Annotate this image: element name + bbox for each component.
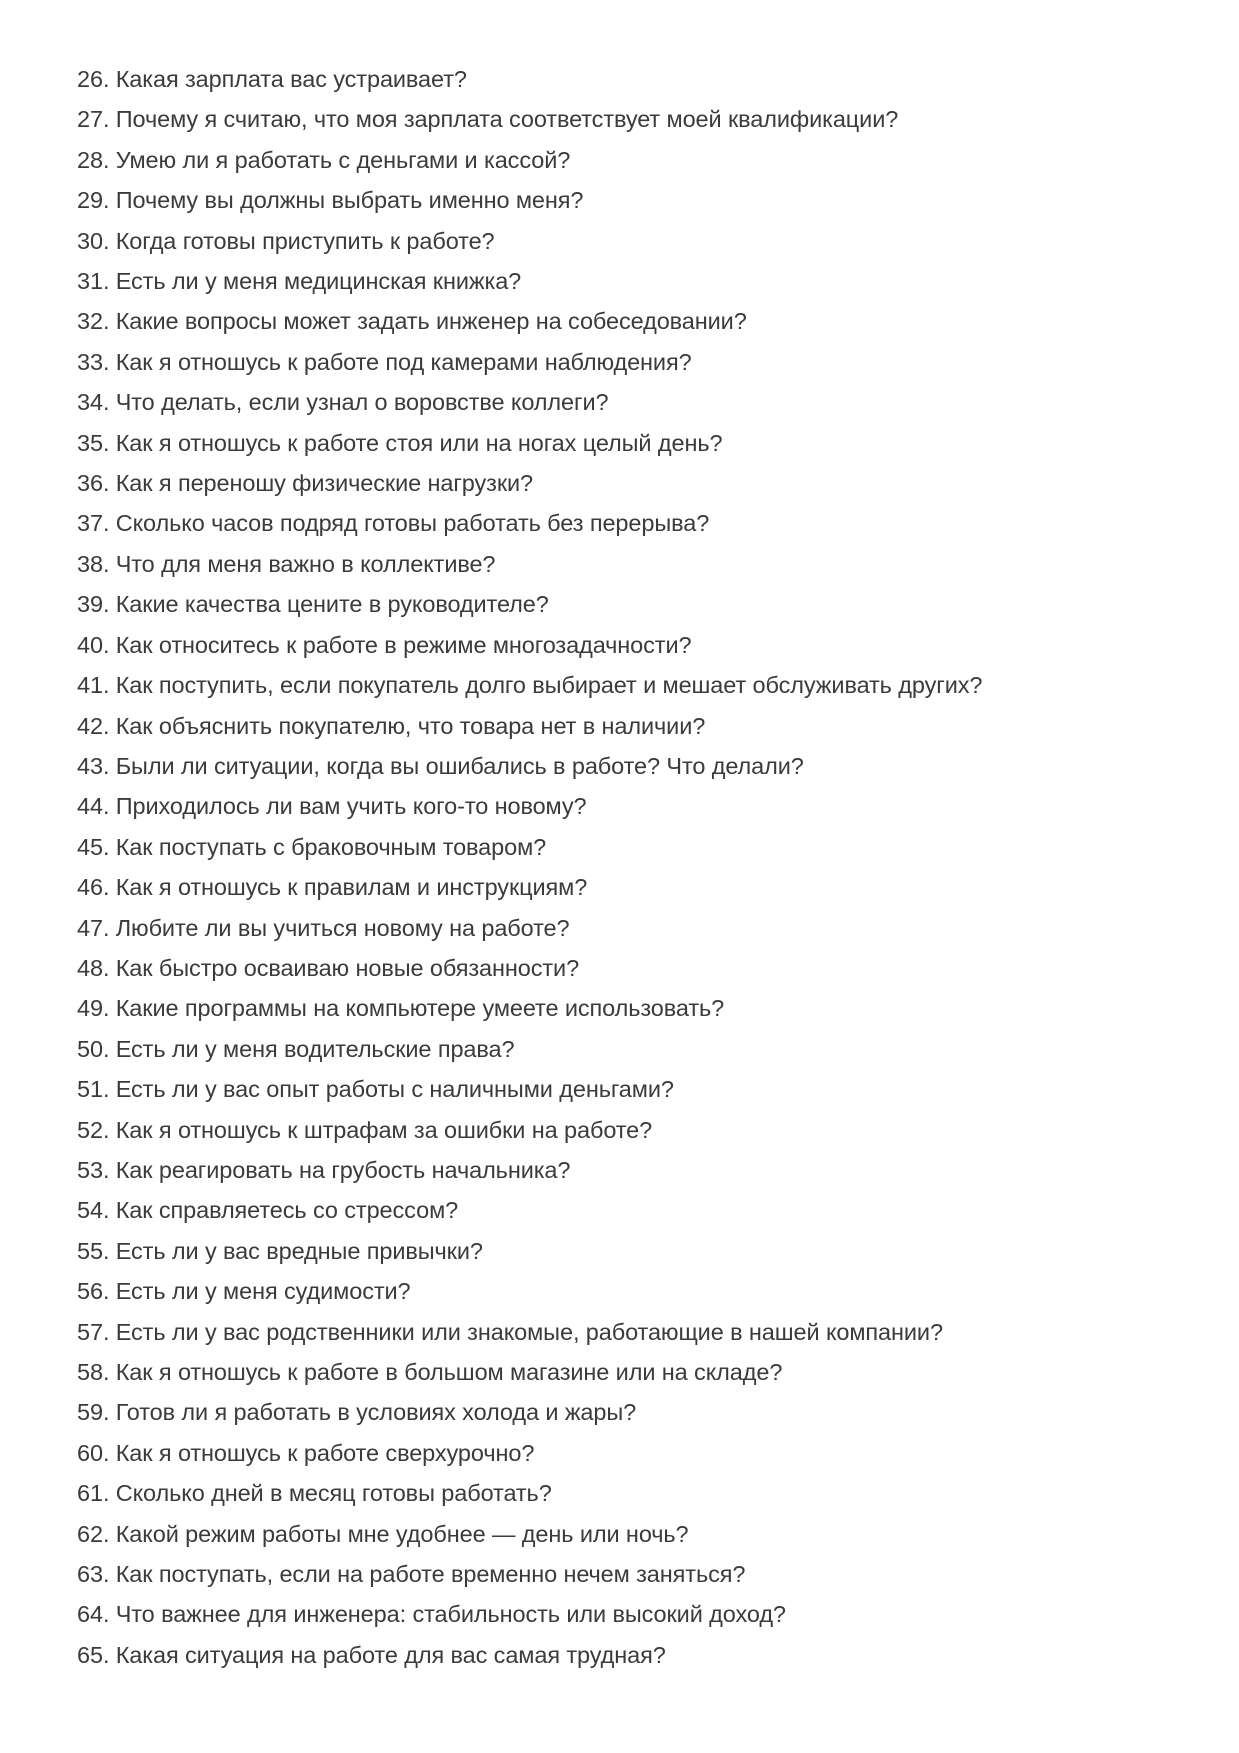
item-text: Какой режим работы мне удобнее — день или ночь? [115,1520,689,1547]
item-text: Почему я считаю, что моя зарплата соответствует моей квалификации? [115,106,899,133]
list-item [77,382,1209,422]
item-number: 29. [77,187,110,214]
item-text: Есть ли у вас вредные привычки? [115,1237,483,1264]
item-text: Как объяснить покупателю, что товара нет в наличии? [115,712,706,739]
item-number: 45. [77,833,110,860]
list-item [77,261,1209,301]
item-text: Как я переношу физические нагрузки? [115,470,534,497]
item-text: Были ли ситуации, когда вы ошибались в работе? Что делали? [115,752,804,779]
list-item [77,1069,1209,1109]
item-number: 47. [77,914,110,941]
item-number: 46. [77,874,110,901]
item-text: Сколько часов подряд готовы работать без перерыва? [115,510,710,537]
list-item [77,1110,1209,1150]
item-text: Есть ли у вас родственники или знакомые, работающие в нашей компании? [115,1318,943,1345]
item-text: Какие качества цените в руководителе? [115,591,549,618]
item-text: Как я отношусь к правилам и инструкциям? [115,874,588,901]
item-number: 54. [77,1197,110,1224]
item-number: 33. [77,348,110,375]
list-item [77,1635,1209,1675]
list-item [77,544,1209,584]
item-number: 35. [77,429,110,456]
item-number: 51. [77,1076,110,1103]
item-number: 30. [77,227,110,254]
item-text: Есть ли у меня медицинская книжка? [115,268,522,295]
item-text: Как относитесь к работе в режиме многозадачности? [115,631,692,658]
list-item [77,1190,1209,1230]
list-item [77,1150,1209,1190]
list-item [77,584,1209,624]
item-text: Сколько дней в месяц готовы работать? [115,1480,552,1507]
item-number: 49. [77,995,110,1022]
item-text: Какие вопросы может задать инженер на собеседовании? [115,308,747,335]
list-item [77,140,1209,180]
list-item [77,786,1209,826]
list-item [77,59,1209,99]
item-text: Умею ли я работать с деньгами и кассой? [115,146,571,173]
list-item [77,908,1209,948]
item-number: 64. [77,1601,110,1628]
item-text: Как быстро осваиваю новые обязанности? [115,954,580,981]
item-text: Приходилось ли вам учить кого-то новому? [115,793,587,820]
item-text: Как я отношусь к работе сверхурочно? [115,1439,535,1466]
list-item [77,988,1209,1028]
item-number: 53. [77,1156,110,1183]
list-item [77,1312,1209,1352]
list-item [77,1352,1209,1392]
item-number: 57. [77,1318,110,1345]
list-item [77,463,1209,503]
item-number: 65. [77,1641,110,1668]
item-number: 28. [77,146,110,173]
list-item [77,1231,1209,1271]
item-text: Есть ли у меня судимости? [115,1278,411,1305]
item-number: 50. [77,1035,110,1062]
item-number: 58. [77,1359,110,1385]
item-number: 26. [77,66,110,92]
item-number: 41. [77,672,110,699]
item-number: 56. [77,1278,110,1305]
item-text: Как я отношусь к штрафам за ошибки на работе? [115,1116,653,1143]
list-item [77,1392,1209,1432]
item-number: 40. [77,631,110,658]
item-number: 52. [77,1116,110,1143]
item-text: Что важнее для инженера: стабильность или высокий доход? [115,1601,786,1628]
list-item [77,1433,1209,1473]
item-number: 59. [77,1399,110,1426]
item-number: 39. [77,591,110,618]
item-text: Как поступать, если на работе временно нечем заняться? [115,1561,746,1588]
item-number: 37. [77,510,110,537]
item-number: 31. [77,268,110,295]
item-number: 42. [77,712,110,739]
list-item [77,423,1209,463]
item-number: 36. [77,470,110,497]
item-text: Любите ли вы учиться новому на работе? [115,914,570,941]
item-text: Готов ли я работать в условиях холода и жары? [115,1399,637,1426]
list-item [77,1271,1209,1311]
item-number: 32. [77,308,110,335]
list-item [77,342,1209,382]
item-text: Какая зарплата вас устраивает? [115,66,467,92]
list-item [77,221,1209,261]
list-item [77,99,1209,139]
item-text: Есть ли у вас опыт работы с наличными деньгами? [115,1076,674,1103]
item-text: Как я отношусь к работе в большом магазине или на складе? [115,1359,783,1385]
item-text: Что делать, если узнал о воровстве коллеги? [115,389,609,416]
item-number: 34. [77,389,110,416]
item-text: Что для меня важно в коллективе? [115,550,496,577]
item-number: 55. [77,1237,110,1264]
item-text: Как я отношусь к работе под камерами наблюдения? [115,348,692,375]
item-text: Как поступать с браковочным товаром? [115,833,547,860]
list-item [77,1554,1209,1594]
item-text: Как поступить, если покупатель долго выбирает и мешает обслуживать других? [115,672,983,699]
list-item [77,503,1209,543]
list-item [77,1029,1209,1069]
list-item [77,746,1209,786]
item-text: Как я отношусь к работе стоя или на ногах целый день? [115,429,723,456]
list-item [77,867,1209,907]
item-number: 61. [77,1480,110,1507]
item-text: Какие программы на компьютере умеете использовать? [115,995,725,1022]
item-text: Есть ли у меня водительские права? [115,1035,515,1062]
list-item [77,301,1209,341]
item-number: 43. [77,752,110,779]
list-item [77,665,1209,705]
item-text: Когда готовы приступить к работе? [115,227,495,254]
item-text: Как реагировать на грубость начальника? [115,1156,571,1183]
item-text: Почему вы должны выбрать именно меня? [115,187,584,214]
item-number: 60. [77,1439,110,1466]
list-item [77,706,1209,746]
item-number: 27. [77,106,110,133]
item-number: 62. [77,1520,110,1547]
item-number: 63. [77,1561,110,1588]
list-item [77,1514,1209,1554]
list-item [77,1594,1209,1634]
list-item [77,180,1209,220]
item-number: 48. [77,954,110,981]
list-item [77,827,1209,867]
item-text: Какая ситуация на работе для вас самая трудная? [115,1641,666,1668]
list-item [77,625,1209,665]
question-list [77,59,1209,1675]
list-item [77,948,1209,988]
item-text: Как справляетесь со стрессом? [115,1197,459,1224]
item-number: 38. [77,550,110,577]
item-number: 44. [77,793,110,820]
list-item [77,1473,1209,1513]
